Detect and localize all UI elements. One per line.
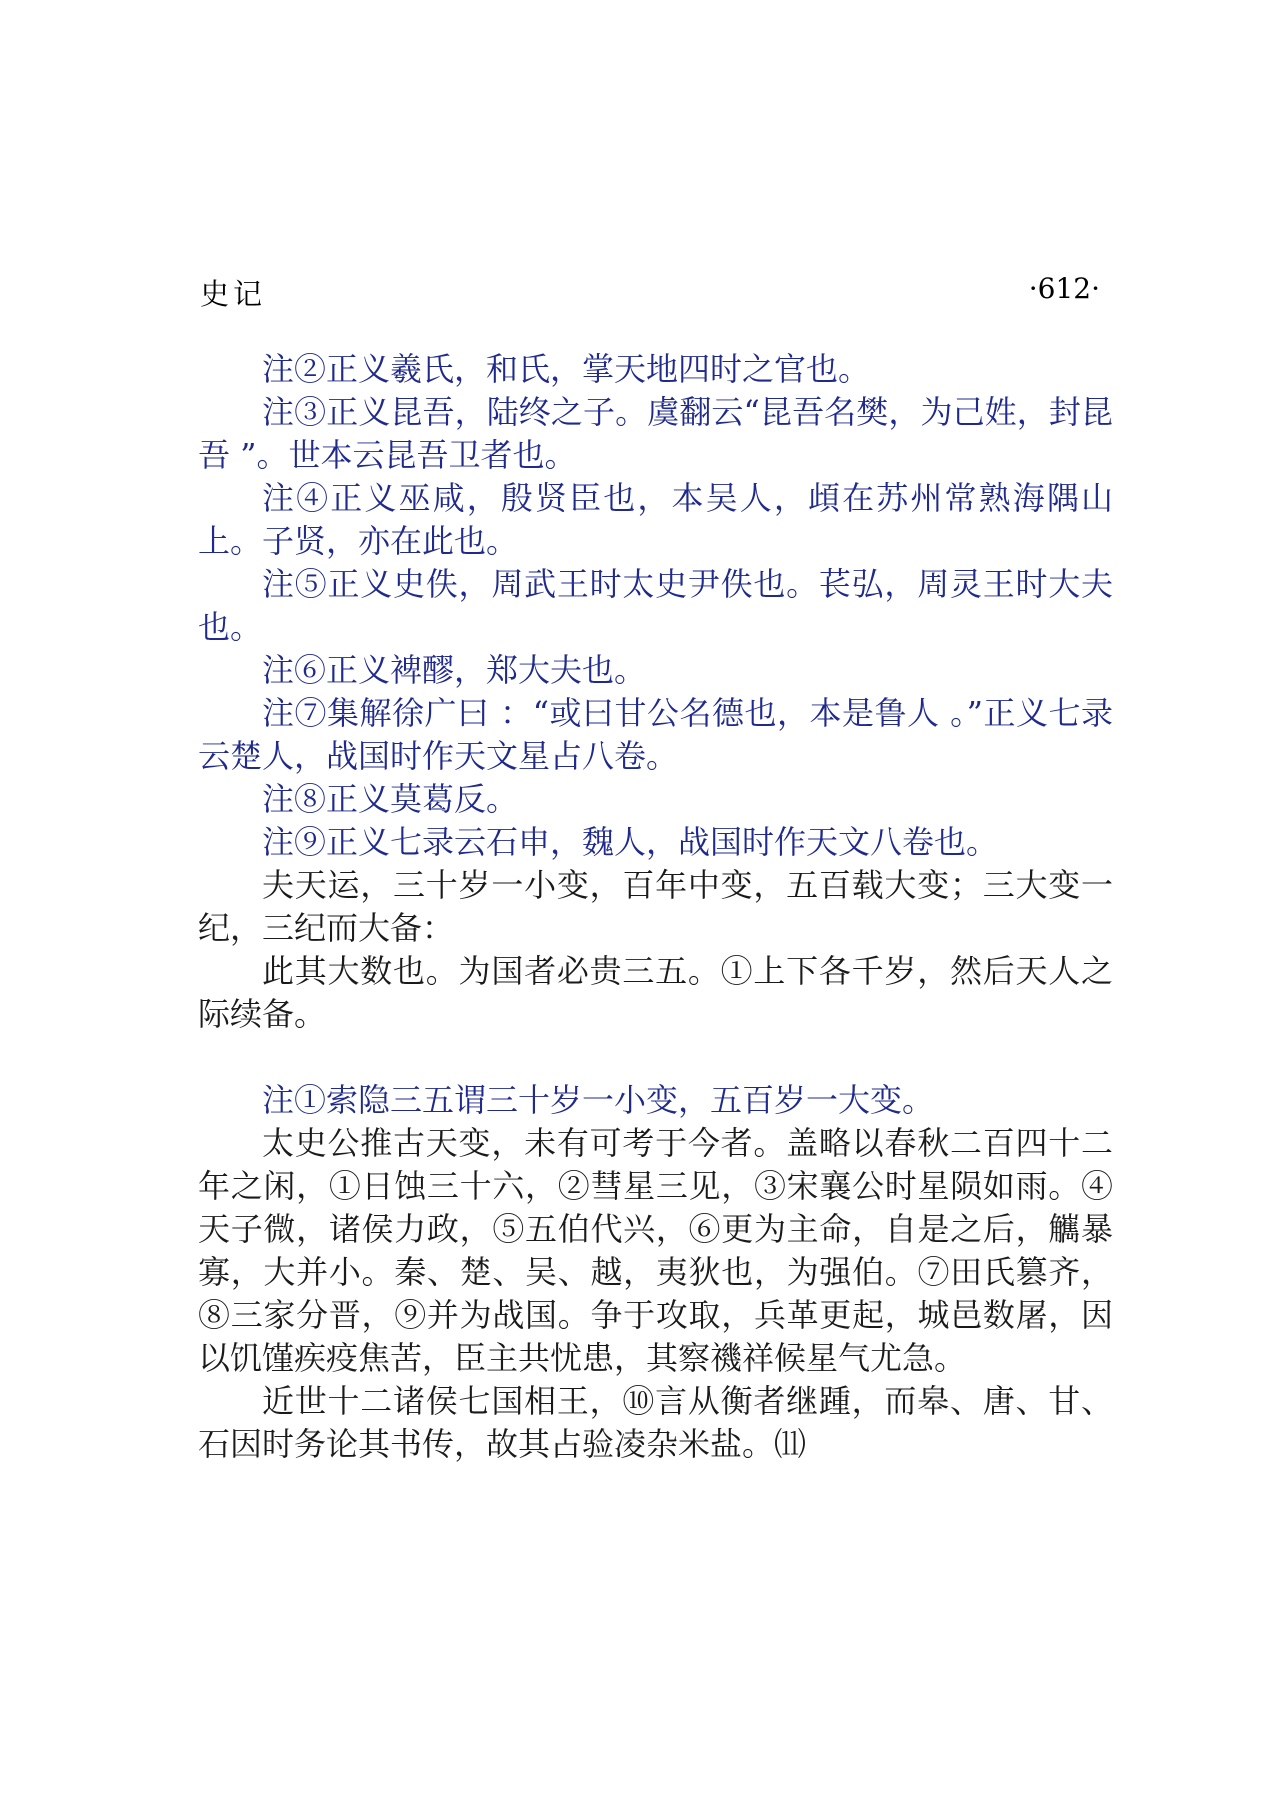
annotation-paragraph: 注①索隐三五谓三十岁一小变，五百岁一大变。 xyxy=(262,1081,935,1119)
annotation-paragraph: 注④正义巫咸，殷贤臣也，本吴人，頉在苏州常熟海隅山上。子贤，亦在此也。 xyxy=(198,479,1113,560)
body-text xyxy=(198,348,1113,1466)
annotation-paragraph: 注⑧正义莫葛反。 xyxy=(262,780,519,818)
paragraph-gap xyxy=(198,1036,1113,1079)
annotation-paragraph: 注③正义昆吾，陆终之子。虞翻云“昆吾名樊，为己姓，封昆吾 ”。世本云昆吾卫者也。 xyxy=(198,393,1113,474)
page-header xyxy=(200,272,1100,312)
annotation-paragraph: 注⑦集解徐广曰 ：“或曰甘公名德也，本是鲁人 。”正义七录云楚人，战国时作天文星占八卷。 xyxy=(198,694,1113,775)
annotation-paragraph: 注⑤正义史佚，周武王时太史尹佚也。苌弘，周灵王时大夫也。 xyxy=(198,565,1113,646)
book-title: 史记 xyxy=(200,277,267,311)
annotation-paragraph: 注②正义羲氏，和氏，掌天地四时之官也。 xyxy=(262,350,871,388)
page-number: ·612· xyxy=(1028,272,1100,305)
main-text-paragraph: 近世十二诸侯七国相王，⑩言从衡者继踵，而皋、唐、甘、石因时务论其书传，故其占验凌杂米盐。⑾ xyxy=(198,1382,1113,1463)
annotation-paragraph: 注⑨正义七录云石申，魏人，战国时作天文八卷也。 xyxy=(262,823,999,861)
main-text-paragraph: 夫天运，三十岁一小变，百年中变，五百载大变；三大变一纪，三纪而大备： xyxy=(198,866,1113,947)
main-text-paragraph: 此其大数也。为国者必贵三五。①上下各千岁，然后天人之际续备。 xyxy=(198,952,1113,1033)
main-text-paragraph: 太史公推古天变，未有可考于今者。盖略以春秋二百四十二年之闲，①日蚀三十六，②彗星三见，③宋襄公时星陨如雨。④天子微，诸侯力政，⑤五伯代兴，⑥更为主命，自是之后，觽暴寡，大并小。秦、楚、吴、越，夷狄也，为强伯。⑦田氏篡齐，⑧三家分晋，⑨并为战国。争于攻取，兵革更起，城邑数屠，因以饥馑疾疫焦苦，臣主共忧患，其察禨祥候星气尤急。 xyxy=(198,1124,1113,1377)
annotation-paragraph: 注⑥正义裨醪，郑大夫也。 xyxy=(262,651,647,689)
